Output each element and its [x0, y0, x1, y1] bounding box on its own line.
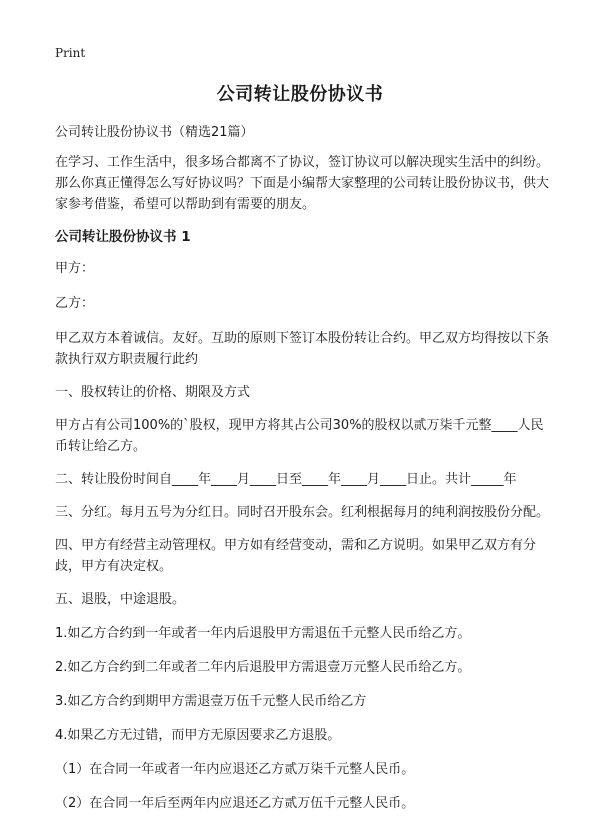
section-heading: 公司转让股份协议书 1 [55, 229, 191, 245]
document-subtitle: 公司转让股份协议书（精选21篇） [55, 125, 254, 140]
clause-5-item-1: 1.如乙方合约到一年或者一年内后退股甲方需退伍千元整人民币给乙方。 [55, 626, 471, 641]
document-body [55, 122, 555, 827]
clause-5-item-4: 4.如果乙方无过错，而甲方无原因要求乙方退股。 [55, 728, 341, 743]
clause-3-text: 三、分红。每月五号为分红日。同时召开股东会。红利根据每月的纯利润按股份分配。 [55, 505, 550, 520]
clause-4-text: 四、甲方有经营主动管理权。甲方如有经营变动，需和乙方说明。如果甲乙双方有分歧，甲方有决定权。 [55, 538, 537, 574]
agreement-preamble: 甲乙双方本着诚信。友好。互助的原则下签订本股份转让合约。甲乙双方均得按以下条款执行双方职责履行此约 [55, 331, 550, 367]
print-link[interactable]: Print [55, 46, 86, 60]
clause-2-text: 二、转让股份时间自____年____月____日至____年____月____日止。共计_____年 [55, 472, 517, 487]
clause-1-text: 甲方占有公司100%的`股权，现甲方将其占公司30%的股权以贰万柒千元整____人民币转让给乙方。 [55, 418, 544, 454]
party-a-line: 甲方： [55, 261, 95, 276]
intro-paragraph: 在学习、工作生活中，很多场合都离不了协议，签订协议可以解决现实生活中的纠纷。那么你真正懂得怎么写好协议吗？下面是小编帮大家整理的公司转让股份协议书，供大家参考借鉴，希望可以帮助到有需要的朋友。 [55, 155, 550, 212]
party-b-line: 乙方： [55, 296, 95, 311]
clause-5-item-2: 2.如乙方合约到二年或者二年内后退股甲方需退壹万元整人民币给乙方。 [55, 660, 471, 675]
clause-1-heading: 一、股权转让的价格、期限及方式 [55, 385, 251, 400]
document-title: 公司转让股份协议书 [216, 84, 384, 105]
clause-5-heading: 五、退股，中途退股。 [55, 592, 186, 607]
clause-5-item-3: 3.如乙方合约到期甲方需退壹万伍千元整人民币给乙方 [55, 694, 367, 709]
clause-5-item-4-sub-1: （1）在合同一年或者一年内应退还乙方贰万柒千元整人民币。 [55, 762, 415, 777]
clause-5-item-4-sub-2: （2）在合同一年后至两年内应退还乙方贰万伍千元整人民币。 [55, 796, 415, 811]
